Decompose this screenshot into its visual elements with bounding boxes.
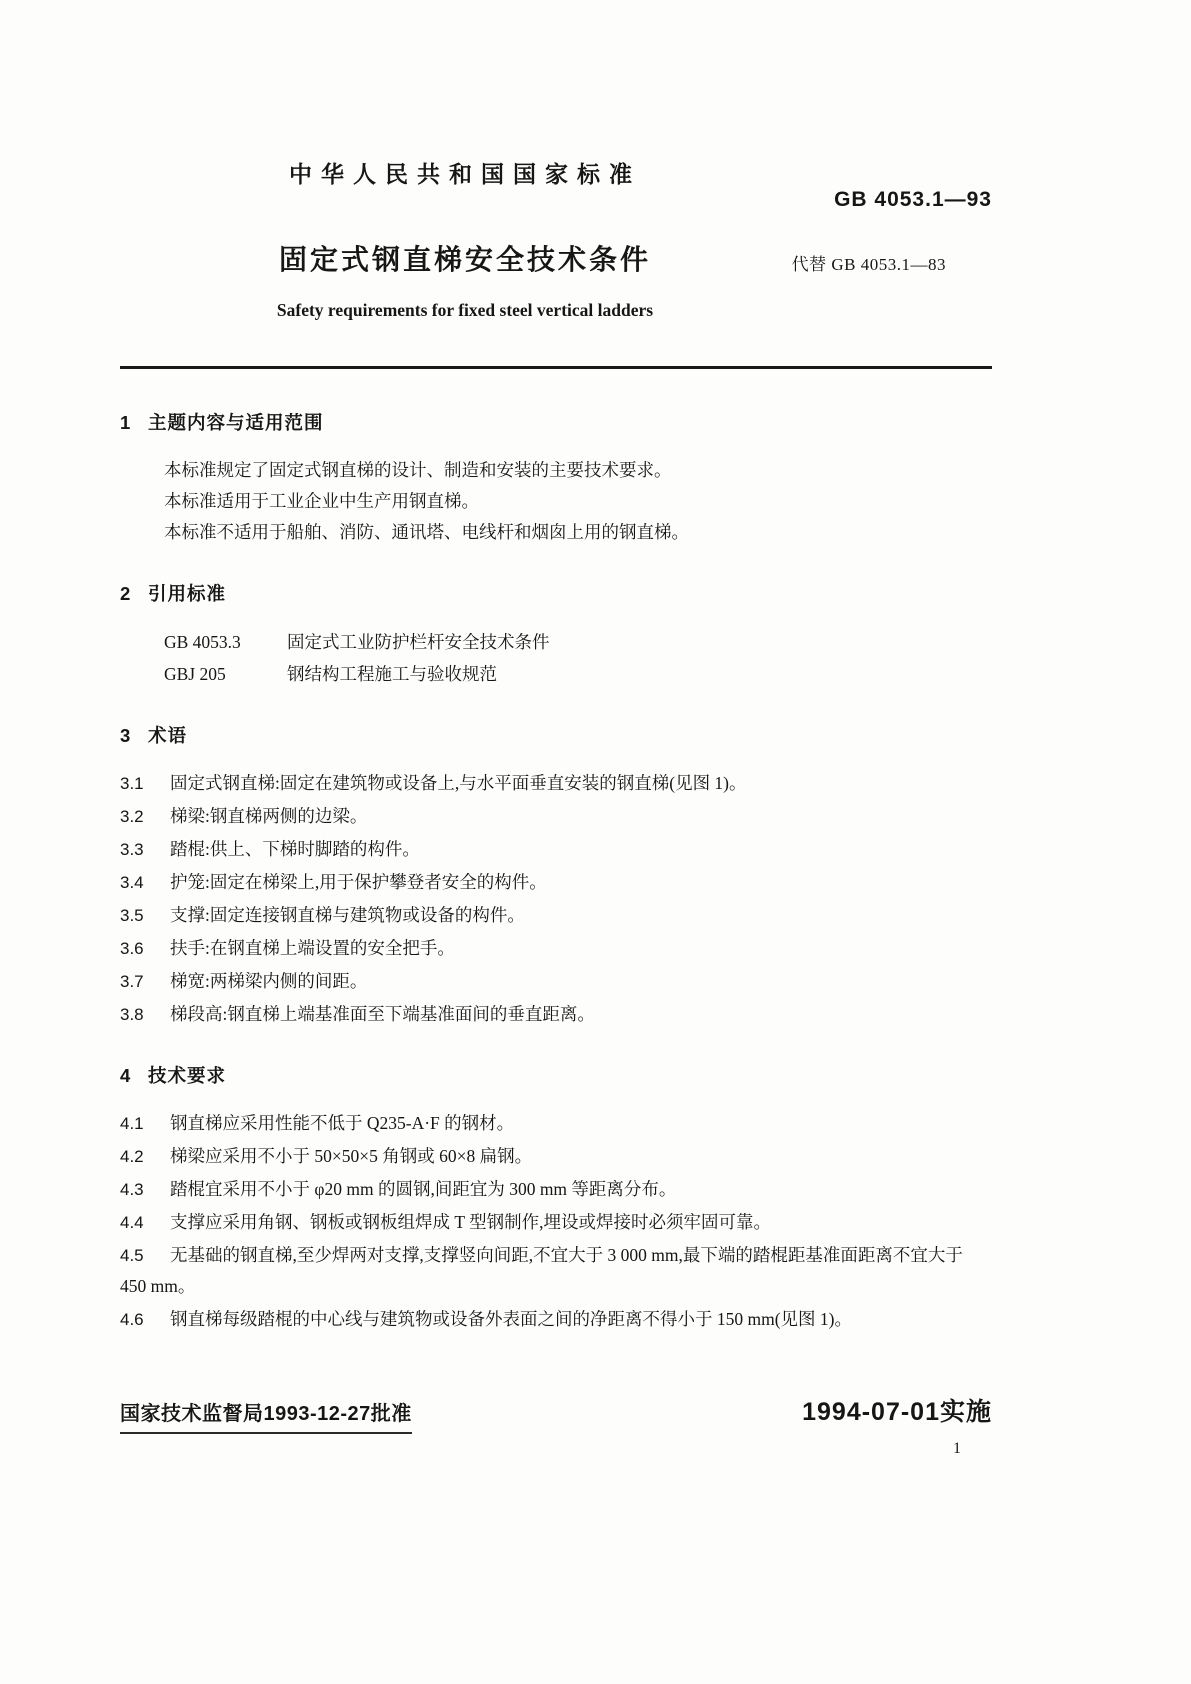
clause-text: 钢直梯每级踏棍的中心线与建筑物或设备外表面之间的净距离不得小于 150 mm(见图 1)。: [170, 1309, 853, 1329]
reference-code: GBJ 205: [164, 664, 226, 684]
replaces-note: 代替 GB 4053.1—83: [791, 255, 946, 274]
clause-number: 4.4: [120, 1213, 144, 1232]
section-title: 主题内容与适用范围: [148, 412, 324, 433]
clause-text: 支撑应采用角钢、钢板或钢板组焊成 T 型钢制作,埋设或焊接时必须牢固可靠。: [170, 1212, 771, 1232]
section-title: 引用标准: [148, 583, 227, 604]
standard-type: 中华人民共和国国家标准: [289, 161, 641, 187]
clause-text: 护笼:固定在梯梁上,用于保护攀登者安全的构件。: [170, 872, 547, 892]
clause-number: 3.6: [120, 939, 144, 958]
clause-3.6: [120, 933, 992, 964]
clause-4.5: [120, 1240, 992, 1302]
clause-number: 3.8: [120, 1005, 144, 1024]
paragraph: 本标准不适用于船舶、消防、通讯塔、电线杆和烟囱上用的钢直梯。: [164, 522, 689, 542]
clause-4.2: [120, 1141, 992, 1172]
clause-3.5: [120, 900, 992, 931]
section-2: [120, 580, 992, 690]
reference: [120, 626, 992, 658]
document-title-english: Safety requirements for fixed steel vertical ladders: [276, 300, 654, 320]
section-heading: [120, 409, 992, 435]
section-number: 1: [120, 412, 132, 433]
clause-3.4: [120, 867, 992, 898]
section-title: 术语: [148, 725, 188, 746]
clause-number: 4.1: [120, 1114, 144, 1133]
paragraph: 本标准适用于工业企业中生产用钢直梯。: [164, 491, 479, 511]
clause-number: 3.5: [120, 906, 144, 925]
clause-3.7: [120, 966, 992, 997]
clause-text: 梯段高:钢直梯上端基准面至下端基准面间的垂直距离。: [170, 1004, 595, 1024]
clause-text: 踏棍:供上、下梯时脚踏的构件。: [170, 839, 420, 859]
clause-text: 无基础的钢直梯,至少焊两对支撑,支撑竖向间距,不宜大于 3 000 mm,最下端的踏棍距基准面距离不宜大于 450 mm。: [120, 1245, 963, 1296]
clause-3.3: [120, 834, 992, 865]
clause-number: 4.3: [120, 1180, 144, 1199]
reference-title: 固定式工业防护栏杆安全技术条件: [287, 632, 550, 652]
clause-number: 4.2: [120, 1147, 144, 1166]
reference-code: GB 4053.3: [164, 632, 241, 652]
approval-note: 国家技术监督局1993-12-27批准: [120, 1397, 412, 1434]
implementation-date: 1994-07-01实施: [802, 1398, 992, 1426]
clause-text: 梯梁:钢直梯两侧的边梁。: [170, 806, 368, 826]
clause-4.4: [120, 1207, 992, 1238]
clause-3.1: [120, 768, 992, 799]
clause-text: 钢直梯应采用性能不低于 Q235-A·F 的钢材。: [170, 1113, 515, 1133]
clause-number: 3.3: [120, 840, 144, 859]
clause-text: 扶手:在钢直梯上端设置的安全把手。: [170, 938, 455, 958]
document-footer: [120, 1392, 992, 1434]
clause-number: 3.4: [120, 873, 144, 892]
section-number: 3: [120, 725, 132, 746]
document-sections: [120, 369, 992, 1337]
clause-text: 梯梁应采用不小于 50×50×5 角钢或 60×8 扁钢。: [170, 1146, 533, 1166]
standard-number: GB 4053.1—93: [834, 188, 992, 211]
paragraph: 本标准规定了固定式钢直梯的设计、制造和安装的主要技术要求。: [164, 460, 672, 480]
reference-title: 钢结构工程施工与验收规范: [287, 664, 497, 684]
document-header: [120, 0, 992, 369]
clause-text: 踏棍宜采用不小于 φ20 mm 的圆钢,间距宜为 300 mm 等距离分布。: [170, 1179, 677, 1199]
document-title: 固定式钢直梯安全技术条件: [278, 244, 651, 275]
section-number: 2: [120, 583, 132, 604]
clause-number: 3.7: [120, 972, 144, 991]
section-heading: [120, 1062, 992, 1088]
reference: [120, 658, 992, 690]
clause-text: 固定式钢直梯:固定在建筑物或设备上,与水平面垂直安装的钢直梯(见图 1)。: [170, 773, 747, 793]
clause-number: 3.2: [120, 807, 144, 826]
clause-4.3: [120, 1174, 992, 1205]
clause-3.8: [120, 999, 992, 1030]
section-3: [120, 722, 992, 1030]
section-1: [120, 409, 992, 548]
section-heading: [120, 722, 992, 748]
clause-4.1: [120, 1108, 992, 1139]
page-number: 1: [953, 1440, 961, 1457]
section-4: [120, 1062, 992, 1335]
section-title: 技术要求: [148, 1065, 227, 1086]
clause-text: 梯宽:两梯梁内侧的间距。: [170, 971, 368, 991]
clause-3.2: [120, 801, 992, 832]
clause-number: 3.1: [120, 774, 144, 793]
clause-number: 4.6: [120, 1310, 144, 1329]
section-number: 4: [120, 1065, 132, 1086]
section-heading: [120, 580, 992, 606]
clause-number: 4.5: [120, 1246, 144, 1265]
clause-4.6: [120, 1304, 992, 1335]
clause-text: 支撑:固定连接钢直梯与建筑物或设备的构件。: [170, 905, 525, 925]
